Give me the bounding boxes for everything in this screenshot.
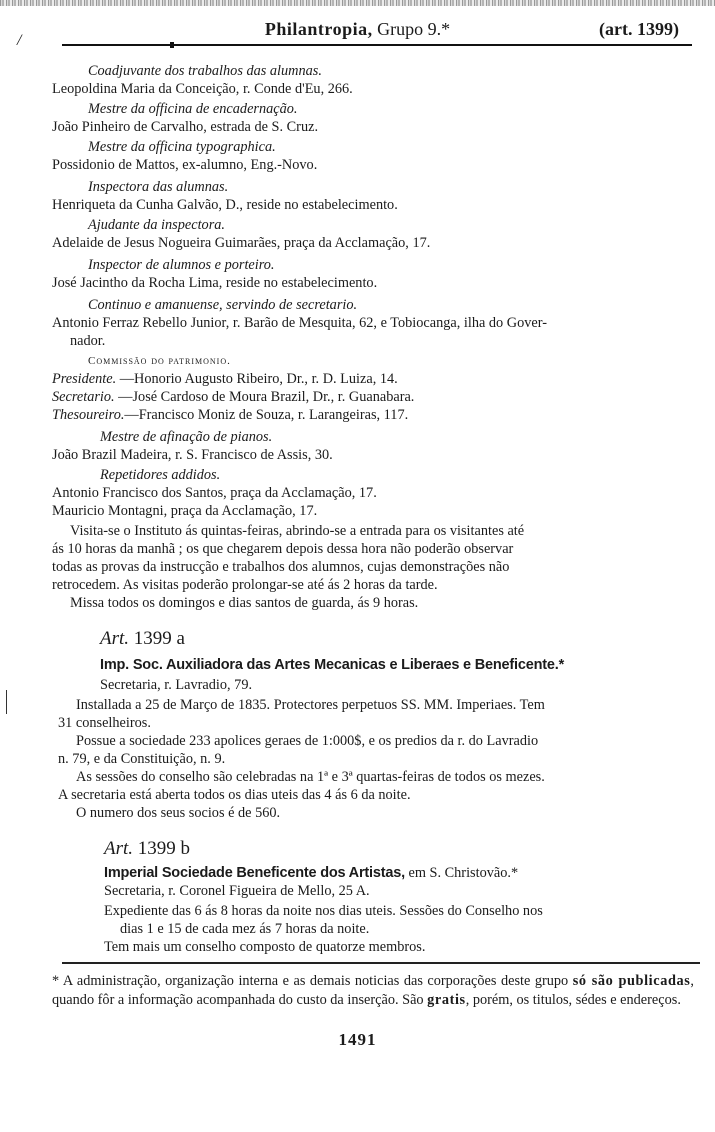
commission-presidente xyxy=(52,370,398,388)
role-typographica: Mestre da officina typographica. xyxy=(88,139,276,155)
role-encadernacao: Mestre da officina de encadernação. xyxy=(88,101,298,117)
commission-secretario xyxy=(52,388,414,406)
header-title-bold: Philantropia, xyxy=(264,19,373,39)
art-a-apolices: Possue a sociedade 233 apolices geraes de 1:000$, e os predios da r. do Lavradio xyxy=(76,733,539,749)
commission-member-text: —Honorio Augusto Ribeiro, Dr., r. D. Luiza, 14. xyxy=(116,371,398,387)
margin-scan-mark xyxy=(6,690,7,714)
art-b-title-bold: Imperial Sociedade Beneficente dos Artistas, xyxy=(104,865,405,881)
person-joao-pinheiro: João Pinheiro de Carvalho, estrada de S. Cruz. xyxy=(52,119,319,135)
header-rule-mark xyxy=(170,42,174,48)
person-antonio-ferraz: Antonio Ferraz Rebello Junior, r. Barão de Mesquita, 62, e Tobiocanga, ilha do Gover- xyxy=(52,315,547,331)
header-title-group: Grupo 9.* xyxy=(377,19,451,39)
person-adelaide: Adelaide de Jesus Nogueira Guimarães, praça da Acclamação, 17. xyxy=(52,235,431,251)
footnote-part-1: * A administração, organização interna e as demais noticias das corporações deste grupo xyxy=(52,973,573,989)
person-antonio-francisco: Antonio Francisco dos Santos, praça da Acclamação, 17. xyxy=(52,485,377,501)
art-a-label xyxy=(100,630,185,648)
visits-line-3: todas as provas da instrucção e trabalhos dos alumnos, cujas demonstrações não xyxy=(52,559,510,575)
page-number: 1491 xyxy=(338,1030,377,1049)
role-inspectora: Inspectora das alumnas. xyxy=(88,179,229,195)
running-header xyxy=(0,14,715,49)
art-b-number: 1399 b xyxy=(137,838,191,859)
person-jose-jacintho: José Jacintho da Rocha Lima, reside no estabelecimento. xyxy=(52,275,378,291)
header-article-ref: (art. 1399) xyxy=(599,19,679,39)
scan-edge-noise xyxy=(0,0,715,6)
person-henriqueta: Henriqueta da Cunha Galvão, D., reside no estabelecimento. xyxy=(52,197,398,213)
art-a-socios: O numero dos seus socios é de 560. xyxy=(76,805,281,821)
art-b-prefix: Art. xyxy=(104,838,134,859)
art-a-title: Imp. Soc. Auxiliadora das Artes Mecanicas e Liberaes e Beneficente.* xyxy=(100,657,565,673)
footnote-part-2: só são publicadas xyxy=(572,973,691,989)
person-joao-brazil: João Brazil Madeira, r. S. Francisco de Assis, 30. xyxy=(52,447,333,463)
visits-line-1: Visita-se o Instituto ás quintas-feiras, abrindo-se a entrada para os visitantes até xyxy=(70,523,525,539)
art-b-conselho: Tem mais um conselho composto de quatorze membros. xyxy=(104,939,426,955)
art-b-expediente: Expediente das 6 ás 8 horas da noite nos dias uteis. Sessões do Conselho nos xyxy=(104,903,543,919)
commission-role-label: Presidente. xyxy=(52,371,117,387)
art-b-title xyxy=(104,864,518,882)
commission-thesoureiro xyxy=(52,406,408,424)
footnote xyxy=(52,972,694,1010)
visits-line-4: retrocedem. As visitas poderão prolongar-se até ás 2 horas da tarde. xyxy=(52,577,438,593)
commission-member-text: —Francisco Moniz de Souza, r. Larangeiras, 117. xyxy=(124,407,409,423)
role-afinacao: Mestre de afinação de pianos. xyxy=(100,429,273,445)
art-b-sessoes: dias 1 e 15 de cada mez ás 7 horas da noite. xyxy=(120,921,370,937)
footnote-part-4: gratis xyxy=(427,992,466,1008)
art-a-secretaria-aberta: A secretaria está aberta todos os dias uteis das 4 ás 6 da noite. xyxy=(58,787,411,803)
art-a-installada: Installada a 25 de Março de 1835. Protectores perpetuos SS. MM. Imperiaes. Tem xyxy=(76,697,545,713)
role-ajudante: Ajudante da inspectora. xyxy=(88,217,225,233)
person-mauricio: Mauricio Montagni, praça da Acclamação, 17. xyxy=(52,503,318,519)
art-b-title-rest: em S. Christovão.* xyxy=(404,865,519,881)
commission-member-text: —José Cardoso de Moura Brazil, Dr., r. Guanabara. xyxy=(114,389,415,405)
art-b-label xyxy=(104,840,190,858)
art-a-number: 1399 a xyxy=(133,628,185,649)
role-continuo: Continuo e amanuense, servindo de secretario. xyxy=(88,297,358,313)
commission-role-label: Thesoureiro. xyxy=(52,407,125,423)
footnote-rule xyxy=(62,962,700,964)
art-a-sessoes: As sessões do conselho são celebradas na 1ª e 3ª quartas-feiras de todos os mezes. xyxy=(76,769,545,785)
margin-slash: / xyxy=(17,32,22,49)
art-b-secretaria: Secretaria, r. Coronel Figueira de Mello, 25 A. xyxy=(104,883,370,899)
art-a-prefix: Art. xyxy=(100,628,130,649)
footnote-part-5: , porém, os titulos, sédes e endereços. xyxy=(465,992,681,1008)
art-a-predios: n. 79, e da Constituição, n. 9. xyxy=(58,751,226,767)
role-repetidores: Repetidores addidos. xyxy=(100,467,221,483)
person-possidonio: Possidonio de Mattos, ex-alumno, Eng.-Novo. xyxy=(52,157,318,173)
commission-role-label: Secretario. xyxy=(52,389,115,405)
role-inspector: Inspector de alumnos e porteiro. xyxy=(88,257,275,273)
visits-line-2: ás 10 horas da manhã ; os que chegarem depois dessa hora não poderão observar xyxy=(52,541,514,557)
header-rule xyxy=(62,44,692,46)
visits-missa: Missa todos os domingos e dias santos de guarda, ás 9 horas. xyxy=(70,595,419,611)
role-coadjuvante: Coadjuvante dos trabalhos das alumnas. xyxy=(88,63,322,79)
person-antonio-ferraz-cont: nador. xyxy=(70,333,106,349)
footnote-part-3: , quando fôr a informação acompanhada do custo da inserção. São xyxy=(52,973,694,1008)
commission-heading: Commissão do patrimonio. xyxy=(88,355,231,367)
person-leopoldina: Leopoldina Maria da Conceição, r. Conde d'Eu, 266. xyxy=(52,81,353,97)
art-a-secretaria: Secretaria, r. Lavradio, 79. xyxy=(100,677,253,693)
art-a-conselheiros: 31 conselheiros. xyxy=(58,715,151,731)
